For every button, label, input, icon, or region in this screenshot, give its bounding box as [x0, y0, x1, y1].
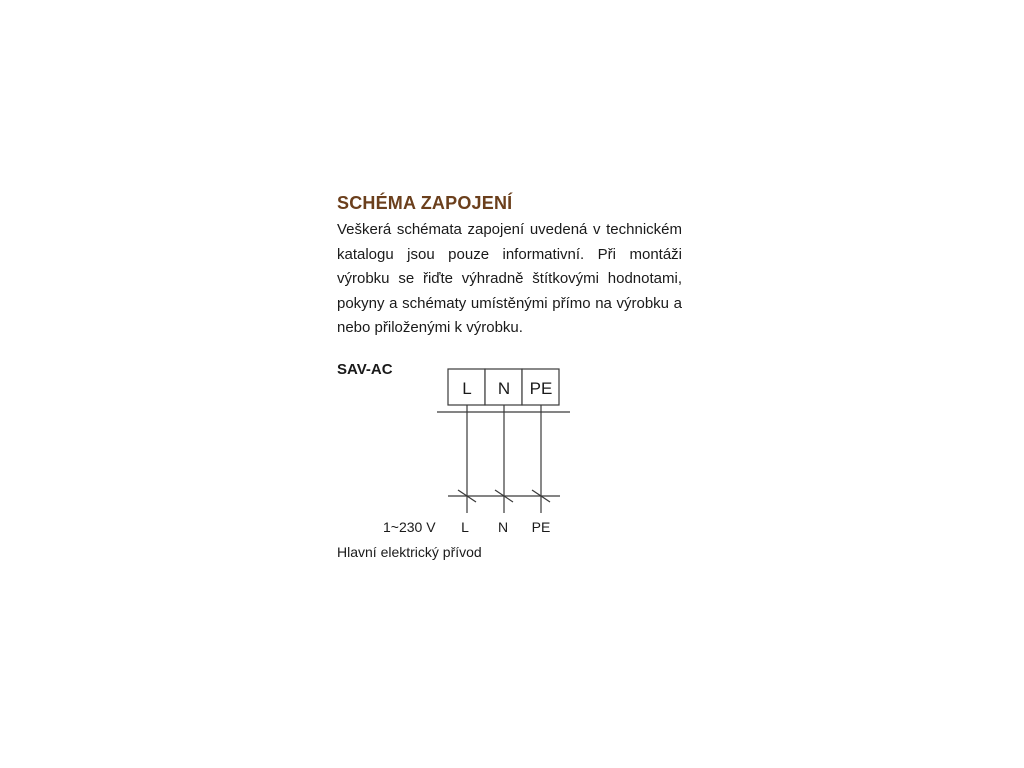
diagram-caption: Hlavní elektrický přívod — [337, 544, 482, 560]
terminal-label-pe: PE — [529, 379, 553, 398]
terminal-label-n: N — [497, 379, 511, 398]
terminal-label-l: L — [462, 379, 472, 398]
supply-voltage-label: 1~230 V — [383, 519, 436, 535]
supply-wire-label-pe: PE — [531, 519, 551, 535]
supply-wire-label-l: L — [461, 519, 469, 535]
supply-wire-label-n: N — [497, 519, 509, 535]
model-label: SAV-AC — [337, 361, 393, 378]
disclaimer-paragraph: Veškerá schémata zapojení uvedená v technickém katalogu jsou pouze informativní. Při montáži výrobku se řiďte výhradně štítkovými hodnotami, pokyny a schématy umístěnými přímo na výrobku a nebo přiloženými k výrobku. — [337, 221, 682, 336]
section-title: SCHÉMA ZAPOJENÍ — [337, 193, 513, 213]
